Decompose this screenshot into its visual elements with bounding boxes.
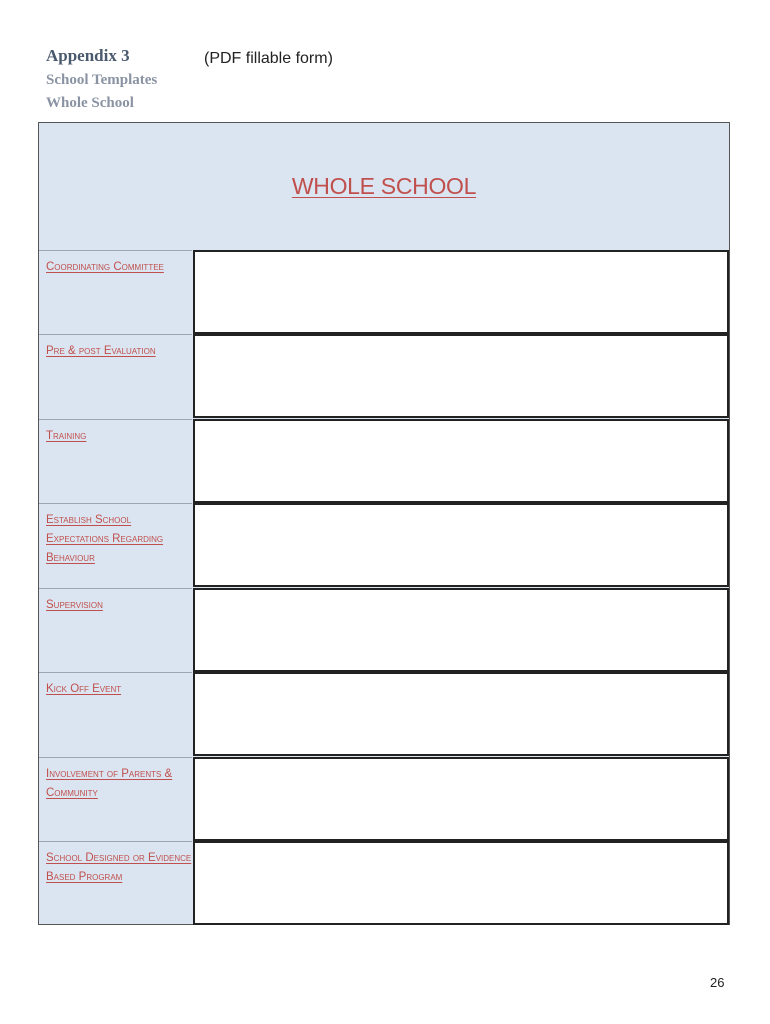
form-row-coordinating-committee xyxy=(39,250,729,334)
row-label: Involvement of Parents & Community xyxy=(39,757,192,841)
form-row-training xyxy=(39,419,729,503)
program-field[interactable] xyxy=(193,841,729,925)
row-label: Kick Off Event xyxy=(39,672,192,756)
form-row-supervision xyxy=(39,588,729,672)
row-label: Coordinating Committee xyxy=(39,250,192,334)
row-label: Training xyxy=(39,419,192,503)
section-subtitle: School Templates xyxy=(46,72,158,88)
coordinating-committee-field[interactable] xyxy=(193,250,729,334)
form-row-parents-community xyxy=(39,757,729,841)
form-title: WHOLE SCHOOL xyxy=(291,173,477,199)
appendix-title: Appendix 3 xyxy=(46,46,130,65)
training-field[interactable] xyxy=(193,419,729,503)
form-row-kick-off-event xyxy=(39,672,729,756)
page-number: 26 xyxy=(710,975,725,990)
form-row-school-expectations xyxy=(39,503,729,587)
form-row-program xyxy=(39,841,729,925)
supervision-field[interactable] xyxy=(193,588,729,672)
pdf-fillable-note: (PDF fillable form) xyxy=(204,50,333,67)
kick-off-event-field[interactable] xyxy=(193,672,729,756)
row-label: School Designed or Evidence Based Program xyxy=(39,841,192,925)
template-subtitle: Whole School xyxy=(46,95,134,111)
whole-school-form xyxy=(38,122,730,925)
row-label: Pre & post Evaluation xyxy=(39,334,192,418)
school-expectations-field[interactable] xyxy=(193,503,729,587)
row-label: Supervision xyxy=(39,588,192,672)
parents-community-field[interactable] xyxy=(193,757,729,841)
row-label: Establish School Expectations Regarding Behaviour xyxy=(39,503,192,587)
pre-post-evaluation-field[interactable] xyxy=(193,334,729,418)
form-row-pre-post-evaluation xyxy=(39,334,729,418)
